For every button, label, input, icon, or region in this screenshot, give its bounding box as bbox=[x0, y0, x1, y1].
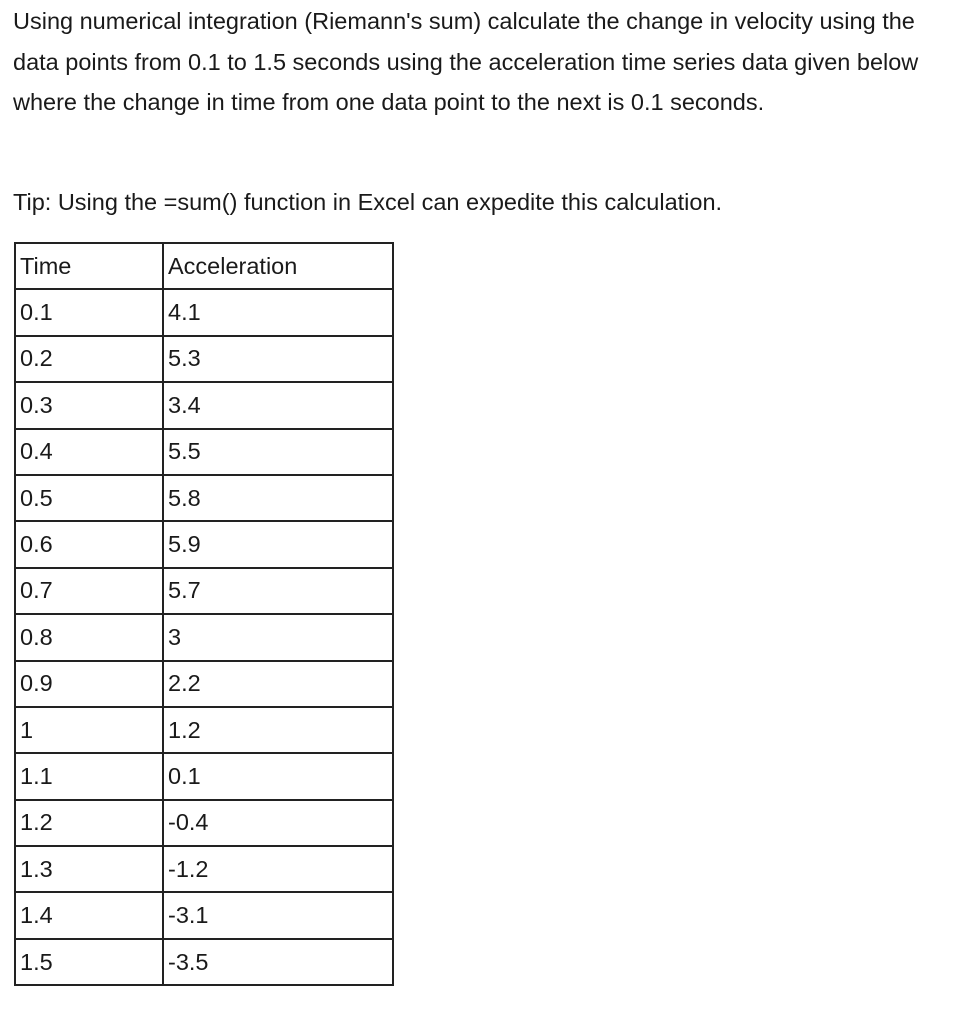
table-row bbox=[15, 939, 393, 985]
acceleration-cell: 5.7 bbox=[163, 568, 393, 614]
table-row bbox=[15, 846, 393, 892]
table-header-row bbox=[15, 243, 393, 289]
time-cell: 0.9 bbox=[15, 661, 163, 707]
acceleration-cell: -3.1 bbox=[163, 892, 393, 938]
time-cell: 0.1 bbox=[15, 289, 163, 335]
time-cell: 0.3 bbox=[15, 382, 163, 428]
table-row bbox=[15, 753, 393, 799]
acceleration-cell: 0.1 bbox=[163, 753, 393, 799]
time-cell: 1 bbox=[15, 707, 163, 753]
acceleration-cell: 3.4 bbox=[163, 382, 393, 428]
table-row bbox=[15, 661, 393, 707]
table-body bbox=[15, 289, 393, 985]
table-row bbox=[15, 336, 393, 382]
time-cell: 1.2 bbox=[15, 800, 163, 846]
question-text: Using numerical integration (Riemann's sum) calculate the change in velocity using the data points from 0.1 to 1.5 seconds using the acceleration time series data given below where the change in time from one data point to the next is 0.1 seconds. bbox=[13, 8, 919, 115]
acceleration-cell: 5.3 bbox=[163, 336, 393, 382]
acceleration-cell: 5.8 bbox=[163, 475, 393, 521]
header-acceleration: Acceleration bbox=[163, 243, 393, 289]
acceleration-cell: 2.2 bbox=[163, 661, 393, 707]
tip-text: Tip: Using the =sum() function in Excel can expedite this calculation. bbox=[13, 189, 723, 215]
time-cell: 0.2 bbox=[15, 336, 163, 382]
time-cell: 1.4 bbox=[15, 892, 163, 938]
table-row bbox=[15, 475, 393, 521]
table-row bbox=[15, 707, 393, 753]
acceleration-cell: 5.5 bbox=[163, 429, 393, 475]
acceleration-cell: 1.2 bbox=[163, 707, 393, 753]
acceleration-cell: -1.2 bbox=[163, 846, 393, 892]
time-cell: 0.8 bbox=[15, 614, 163, 660]
time-cell: 0.4 bbox=[15, 429, 163, 475]
acceleration-cell: 4.1 bbox=[163, 289, 393, 335]
table-row bbox=[15, 614, 393, 660]
table-row bbox=[15, 382, 393, 428]
table-row bbox=[15, 892, 393, 938]
table-header bbox=[15, 243, 393, 289]
table-row bbox=[15, 429, 393, 475]
acceleration-data-table bbox=[14, 242, 394, 986]
acceleration-cell: -3.5 bbox=[163, 939, 393, 985]
header-time: Time bbox=[15, 243, 163, 289]
time-cell: 0.5 bbox=[15, 475, 163, 521]
time-cell: 0.6 bbox=[15, 521, 163, 567]
time-cell: 0.7 bbox=[15, 568, 163, 614]
acceleration-cell: 3 bbox=[163, 614, 393, 660]
table-row bbox=[15, 800, 393, 846]
time-cell: 1.3 bbox=[15, 846, 163, 892]
table-row bbox=[15, 289, 393, 335]
acceleration-cell: 5.9 bbox=[163, 521, 393, 567]
time-cell: 1.5 bbox=[15, 939, 163, 985]
time-cell: 1.1 bbox=[15, 753, 163, 799]
table-row bbox=[15, 568, 393, 614]
table-row bbox=[15, 521, 393, 567]
acceleration-cell: -0.4 bbox=[163, 800, 393, 846]
